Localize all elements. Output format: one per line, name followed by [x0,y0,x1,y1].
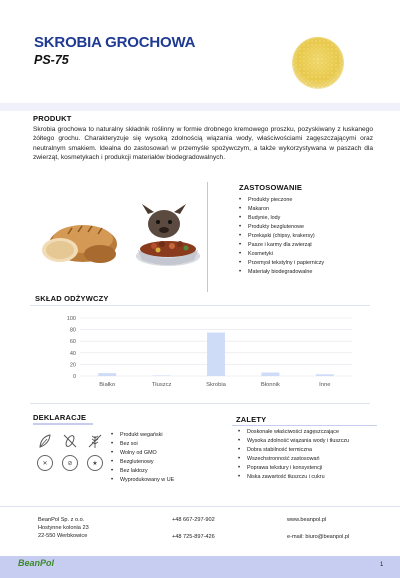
section-divider [0,103,400,111]
declarations-list [108,431,208,485]
bar-inne [316,374,334,376]
product-title: SKROBIA GROCHOWA [34,34,196,51]
website-link[interactable]: www.beanpol.pl [287,517,327,523]
declarations-heading: DEKLARACJE [33,413,87,422]
list-item: • Niska zawartość tłuszczu i cukru [235,473,375,482]
y-tick-label: 100 [66,316,76,322]
footer-divider [0,506,400,507]
x-tick-label: Skrobia [206,382,226,388]
non-gmo-icon: ✕ [37,455,53,471]
footer-address [38,516,89,540]
no-soy-icon [62,433,78,449]
list-item: • Materiały biodegradowalne [236,268,386,277]
eu-made-icon: ★ [87,455,103,471]
bar-tłuszcz [153,375,171,376]
y-tick-label: 20 [69,362,76,369]
footer-band [0,556,400,578]
city-address: 22-550 Werbkowice [38,533,88,539]
advantages-heading: ZALETY [236,415,267,424]
vertical-divider [207,182,208,292]
applications-heading: ZASTOSOWANIE [239,183,303,192]
company-name: BeanPol Sp. z o.o. [38,517,85,523]
x-tick-label: Błonnik [260,382,280,388]
bread-image [38,206,120,268]
list-item: • Produkt wegański [108,431,208,440]
list-item: • Kosmetyki [236,250,386,259]
list-item: • Przemysł tekstylny i papierniczy [236,259,386,268]
y-tick-label: 60 [69,339,76,346]
advantages-list [235,428,375,482]
x-tick-label: Tłuszcz [151,382,172,388]
pet-food-image [128,204,204,270]
list-item: • Poprawa tekstury i konsystencji [235,464,375,473]
phone-2: +48 725-897-426 [172,534,215,540]
list-item: • Wolny od GMO [108,449,208,458]
email-link[interactable]: e-mail: biuro@beanpol.pl [287,534,350,540]
bar-białko [98,373,116,376]
list-item: • Wszechstronność zastosowań [235,455,375,464]
y-tick-label: 40 [69,350,76,357]
declaration-icons [37,433,105,471]
list-item: • Produkty bezglutenowe [236,223,386,232]
company-logo: BeanPol [18,558,55,568]
x-tick-label: Inne [319,382,331,388]
list-item: • Doskonałe właściwości zagęszczające [235,428,375,437]
vegan-leaf-icon [37,433,53,449]
phone-1: +48 667-297-902 [172,517,215,523]
heading-underline [33,423,93,425]
list-item: • Wyprodukowany w UE [108,476,208,485]
list-item: • Bez soi [108,440,208,449]
list-item: • Pasze i karmy dla zwierząt [236,241,386,250]
gluten-free-wheat-icon [87,433,103,449]
product-description: Skrobia grochowa to naturalny składnik roślinny w formie drobnego kremowego proszku, pozyskiwany z łuskanego żółtego grochu. Charakteryzuje się wysoką zdolnością wiązania wody, właściwościami zagęszczającymi oraz neutralnym smakiem. Idealna do zastosowań w przemyśle spożywczym, a także wykorzystywana w paszach dla zwierząt, kosmetykach i produkcji materiałów biodegradowalnych. [33,126,373,162]
y-tick-label: 80 [69,327,76,334]
product-heading: PRODUKT [33,114,72,123]
nutrition-chart [60,312,360,392]
product-code: PS-75 [34,53,69,67]
pea-starch-image [290,35,346,91]
bar-błonnik [261,373,279,376]
list-item: • Produkty pieczone [236,196,386,205]
heading-underline [232,425,377,426]
lactose-free-icon: ⊘ [62,455,78,471]
y-tick-label: 0 [72,374,76,380]
bar-skrobia [207,333,225,377]
list-item: • Dobra stabilność termiczna [235,446,375,455]
page-number: 1 [380,562,384,568]
applications-list [236,196,386,277]
list-item: • Makaron [236,205,386,214]
list-item: • Budynie, lody [236,214,386,223]
nutrition-heading: SKŁAD ODŻYWCZY [35,294,109,303]
list-item: • Bezglutenowy [108,458,208,467]
street-address: Hostynne kolonia 23 [38,525,89,531]
list-item: • Wysoka zdolność wiązania wody i tłuszczu [235,437,375,446]
list-item: • Bez laktozy [108,467,208,476]
list-item: • Przekąski (chipsy, krakersy) [236,232,386,241]
x-tick-label: Białko [99,382,116,388]
